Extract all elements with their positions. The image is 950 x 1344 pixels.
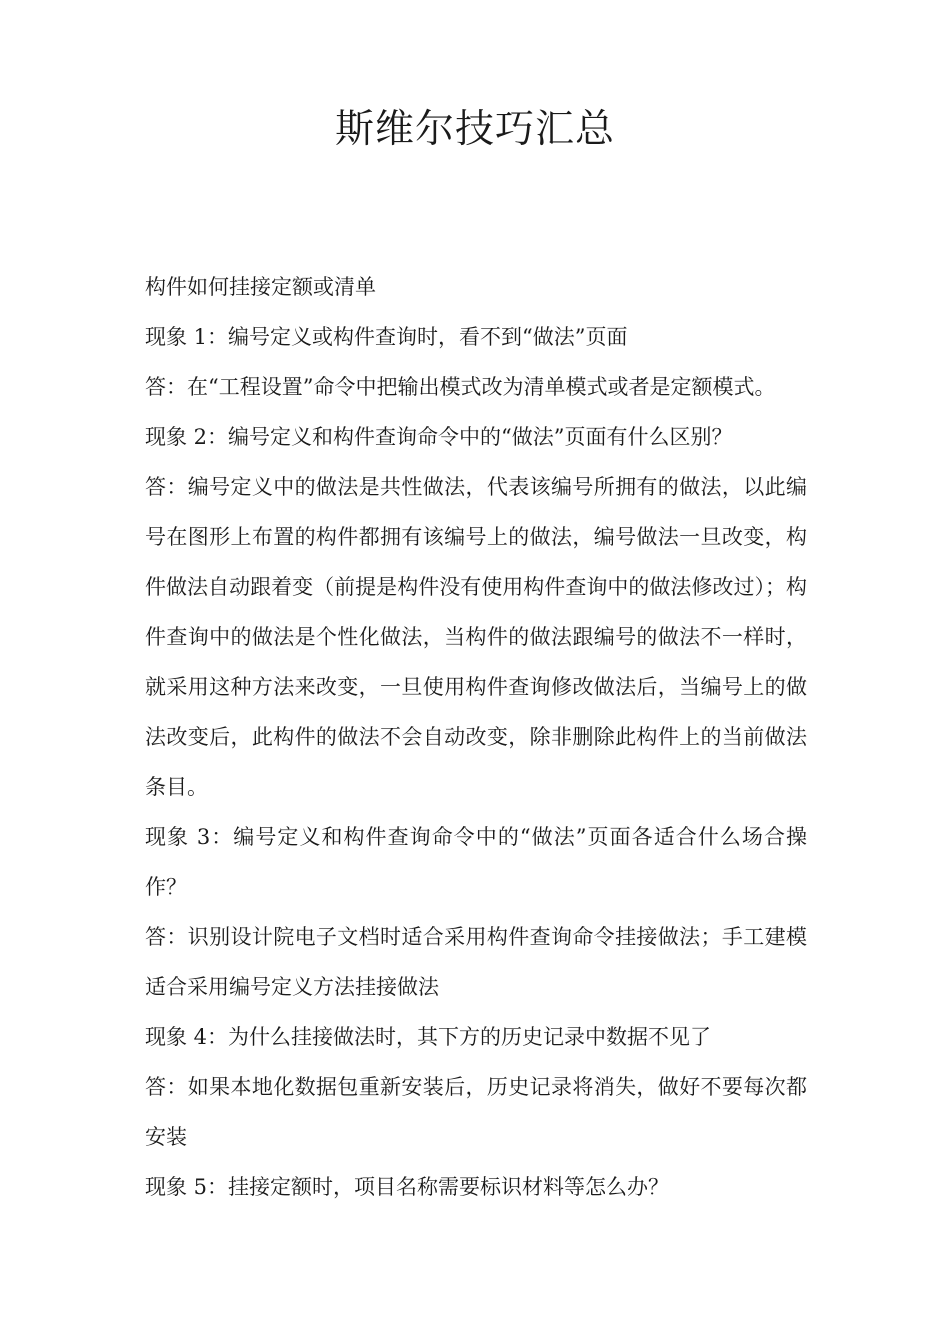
question-4: 现象 4：为什么挂接做法时，其下方的历史记录中数据不见了 — [145, 1025, 712, 1049]
question-2: 现象 2：编号定义和构件查询命令中的“做法”页面有什么区别？ — [145, 425, 733, 449]
answer-1: 答：在“工程设置”命令中把输出模式改为清单模式或者是定额模式。 — [145, 375, 776, 399]
document-body — [145, 262, 807, 1212]
document-title: 斯维尔技巧汇总 — [334, 107, 615, 152]
answer-4: 答：如果本地化数据包重新安装后，历史记录将消失，做好不要每次都安装 — [145, 1075, 807, 1149]
answer-2: 答：编号定义中的做法是共性做法，代表该编号所拥有的做法，以此编号在图形上布置的构件都拥有该编号上的做法，编号做法一旦改变，构件做法自动跟着变（前提是构件没有使用构件查询中的做法修改过）；构件查询中的做法是个性化做法，当构件的做法跟编号的做法不一样时，就采用这种方法来改变，一旦使用构件查询修改做法后，当编号上的做法改变后，此构件的做法不会自动改变，除非删除此构件上的当前做法条目。 — [145, 475, 807, 799]
question-5: 现象 5：挂接定额时，项目名称需要标识材料等怎么办？ — [145, 1175, 670, 1199]
question-3: 现象 3：编号定义和构件查询命令中的“做法”页面各适合什么场合操作？ — [145, 825, 807, 899]
question-1: 现象 1：编号定义或构件查询时，看不到“做法”页面 — [145, 325, 628, 349]
section-heading: 构件如何挂接定额或清单 — [145, 275, 376, 299]
answer-3: 答：识别设计院电子文档时适合采用构件查询命令挂接做法；手工建模适合采用编号定义方法挂接做法 — [145, 925, 807, 999]
